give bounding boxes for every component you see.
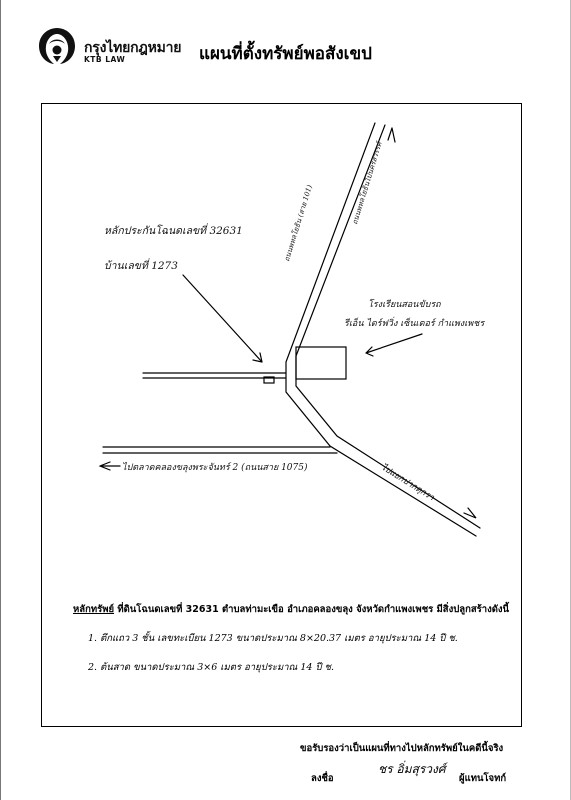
signature-label: ลงชื่อ bbox=[311, 773, 334, 784]
page-title: แผนที่ตั้งทรัพย์พอสังเขป bbox=[199, 44, 372, 64]
signer-role: ผู้แทนโจทก์ bbox=[459, 773, 507, 784]
asset-heading bbox=[73, 602, 509, 617]
asset-heading-label: หลักทรัพย์ bbox=[73, 604, 115, 615]
brand-subtitle: KTB LAW bbox=[84, 55, 126, 64]
school-pointer bbox=[366, 334, 422, 356]
school-building bbox=[296, 347, 346, 379]
asset-item-1: 1. ตึกแถว 3 ชั้น เลขทะเบียน 1273 ขนาดประมาณ 8×20.37 เมตร อายุประมาณ 14 ปี ช. bbox=[88, 633, 458, 644]
collateral-label: หลักประกันโฉนดเลขที่ 32631 bbox=[104, 225, 243, 237]
house-number-label: บ้านเลขที่ 1273 bbox=[104, 260, 178, 272]
asset-heading-text: ที่ดินโฉนดเลขที่ 32631 ตำบลท่ามะเขือ อำเภอคลองขลุง จังหวัดกำแพงเพชร มีสิ่งปลูกสร้างดังนี้ bbox=[114, 604, 510, 615]
asset-item-2: 2. ต้นสาด ขนาดประมาณ 3×6 เมตร อายุประมาณ 14 ปี ช. bbox=[88, 662, 334, 673]
highway-label-2: ถนนพหลโยธินไปนครสวรรค์ bbox=[350, 141, 384, 226]
lower-road-label: ไปตลาดคลองขลุงพระจันทร์ 2 (ถนนสาย 1075) bbox=[122, 463, 308, 473]
signature: ชร อิ่มสุรวงศ์ bbox=[378, 762, 446, 776]
brand-name: กรุงไทยกฎหมาย bbox=[84, 40, 182, 56]
southeast-road-label: ไปแยกปากดุกรา bbox=[379, 462, 436, 504]
road-arrow-north bbox=[388, 128, 395, 142]
school-label-line-1: โรงเรียนสอนขับรถ bbox=[368, 300, 441, 310]
certification-statement: ขอรับรองว่าเป็นแผนที่ทางไปหลักทรัพย์ในคดีนี้จริง bbox=[300, 743, 504, 754]
school-label-line-2: รีเอ็น ไดร์ฟวิ่ง เซ็นเตอร์ กำแพงเพชร bbox=[344, 319, 485, 329]
road-arrow-southeast bbox=[464, 508, 476, 518]
road-arrow-west bbox=[100, 462, 120, 470]
collateral-pointer bbox=[183, 275, 262, 362]
highway-label: ถนนพหลโยธิน (สาย 101) bbox=[282, 183, 314, 263]
